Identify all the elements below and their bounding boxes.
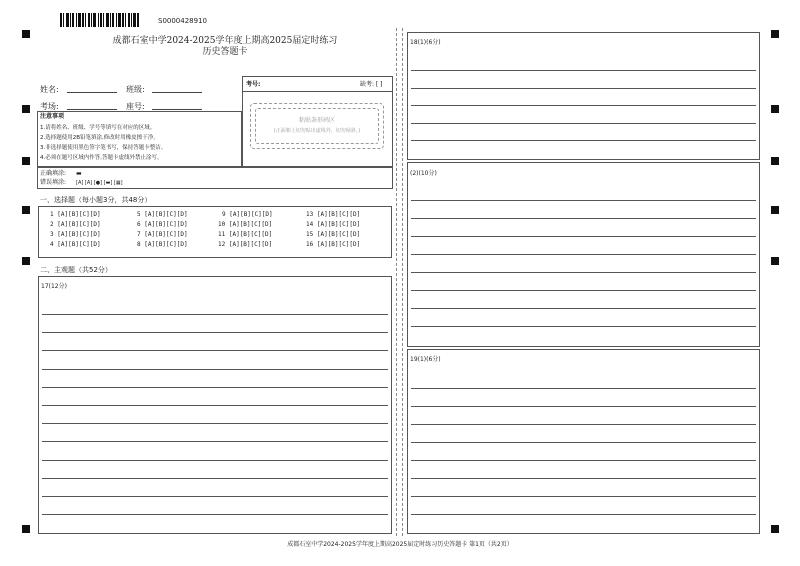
seat-label: 座号: — [126, 102, 145, 111]
name-label: 姓名: — [40, 85, 59, 94]
notice-item: 4.必须在题号区域内作答,答题卡虚线外禁止涂写。 — [40, 155, 163, 161]
writing-line — [411, 254, 756, 255]
choice-question[interactable]: 12 [A][B][C][D] — [218, 241, 273, 248]
choice-question[interactable]: 10 [A][B][C][D] — [218, 221, 273, 228]
writing-line — [411, 478, 756, 479]
writing-line — [411, 272, 756, 273]
writing-line — [411, 218, 756, 219]
writing-line — [411, 442, 756, 443]
writing-line — [42, 387, 388, 388]
divider — [242, 91, 393, 92]
class-label: 班级: — [126, 85, 145, 94]
choice-question[interactable]: 1 [A][B][C][D] — [50, 211, 101, 218]
notice-item: 3.非选择题使用黑色签字笔书写，保持答题卡整洁。 — [40, 145, 167, 151]
writing-line — [411, 514, 756, 515]
timing-mark — [771, 157, 779, 165]
choice-question[interactable]: 7 [A][B][C][D] — [137, 231, 188, 238]
divider — [396, 28, 397, 536]
class-field[interactable] — [152, 92, 202, 93]
exam-number-label: 考号: — [246, 81, 261, 88]
choice-question[interactable]: 16 [A][B][C][D] — [306, 241, 361, 248]
writing-line — [411, 236, 756, 237]
timing-mark — [22, 157, 30, 165]
absent-label[interactable]: 缺考: [ ] — [360, 81, 383, 88]
timing-mark — [771, 525, 779, 533]
timing-mark — [771, 206, 779, 214]
writing-line — [411, 406, 756, 407]
writing-line — [411, 460, 756, 461]
q18-1-label: 18(1)(6分) — [410, 39, 441, 46]
writing-line — [42, 332, 388, 333]
timing-mark — [771, 105, 779, 113]
choice-question[interactable]: 14 [A][B][C][D] — [306, 221, 361, 228]
barcode-number: S0000428910 — [158, 17, 207, 25]
writing-line — [42, 314, 388, 315]
writing-line — [411, 496, 756, 497]
timing-mark — [771, 257, 779, 265]
choice-question[interactable]: 4 [A][B][C][D] — [50, 241, 101, 248]
q19-1-label: 19(1)(6分) — [410, 356, 441, 363]
writing-line — [411, 424, 756, 425]
divider — [402, 28, 403, 536]
exam-room-field[interactable] — [67, 109, 117, 110]
writing-line — [42, 514, 388, 515]
timing-mark — [22, 525, 30, 533]
choice-question[interactable]: 5 [A][B][C][D] — [137, 211, 188, 218]
page-title: 成都石室中学2024-2025学年度上期高2025届定时练习 — [112, 36, 338, 46]
seat-field[interactable] — [152, 109, 202, 110]
wrong-fill-marks: [A] [A] [●] [▬] [▦] — [76, 180, 123, 186]
notice-title: 注意事项 — [40, 113, 65, 120]
choice-question[interactable]: 8 [A][B][C][D] — [137, 241, 188, 248]
timing-mark — [22, 206, 30, 214]
exam-room-label: 考场: — [40, 102, 59, 111]
writing-line — [411, 388, 756, 389]
writing-line — [411, 140, 756, 141]
notice-item: 2.选择题使用2B铅笔填涂,修改时用橡皮擦干净。 — [40, 135, 159, 141]
writing-line — [42, 369, 388, 370]
writing-line — [411, 200, 756, 201]
notice-item: 1.请将姓名、班级、学号等填写在对应的区域。 — [40, 125, 156, 131]
choice-question[interactable]: 6 [A][B][C][D] — [137, 221, 188, 228]
timing-mark — [22, 30, 30, 38]
writing-line — [42, 496, 388, 497]
page-footer: 成都石室中学2024-2025学年度上期高2025届定时练习历史答题卡 第1页（共2页） — [287, 541, 513, 548]
barcode — [60, 13, 152, 27]
page-subtitle: 历史答题卡 — [202, 47, 248, 57]
writing-line — [411, 326, 756, 327]
barcode-sticker-inner — [255, 108, 379, 144]
writing-line — [42, 441, 388, 442]
writing-line — [411, 290, 756, 291]
writing-line — [411, 105, 756, 106]
q17-label: 17(12分) — [41, 283, 67, 290]
choice-question[interactable]: 3 [A][B][C][D] — [50, 231, 101, 238]
timing-mark — [771, 30, 779, 38]
barcode-sticker-title: 粘贴条形码区 — [298, 117, 335, 124]
barcode-sticker-note: (正面朝上切勿贴出虚线外，切勿倾斜。) — [273, 128, 361, 134]
correct-fill-label: 正确填涂: — [40, 170, 67, 177]
wrong-fill-label: 错误填涂: — [40, 179, 67, 186]
q18-2-label: (2)(10分) — [410, 170, 437, 177]
writing-line — [411, 308, 756, 309]
section1-title: 一、选择题（每小题3分，共48分） — [40, 196, 152, 204]
correct-fill-mark: ▬ — [76, 170, 82, 177]
writing-line — [411, 70, 756, 71]
writing-line — [42, 478, 388, 479]
timing-mark — [22, 257, 30, 265]
name-field[interactable] — [67, 92, 117, 93]
writing-line — [42, 405, 388, 406]
timing-mark — [22, 105, 30, 113]
section2-title: 二、主观题（共52分） — [40, 266, 112, 274]
writing-line — [42, 460, 388, 461]
choice-question[interactable]: 13 [A][B][C][D] — [306, 211, 361, 218]
choice-question[interactable]: 15 [A][B][C][D] — [306, 231, 361, 238]
choice-question[interactable]: 2 [A][B][C][D] — [50, 221, 101, 228]
choice-question[interactable]: 11 [A][B][C][D] — [218, 231, 273, 238]
writing-line — [411, 123, 756, 124]
writing-line — [42, 423, 388, 424]
writing-line — [42, 350, 388, 351]
writing-line — [411, 88, 756, 89]
choice-question[interactable]: 9 [A][B][C][D] — [222, 211, 273, 218]
